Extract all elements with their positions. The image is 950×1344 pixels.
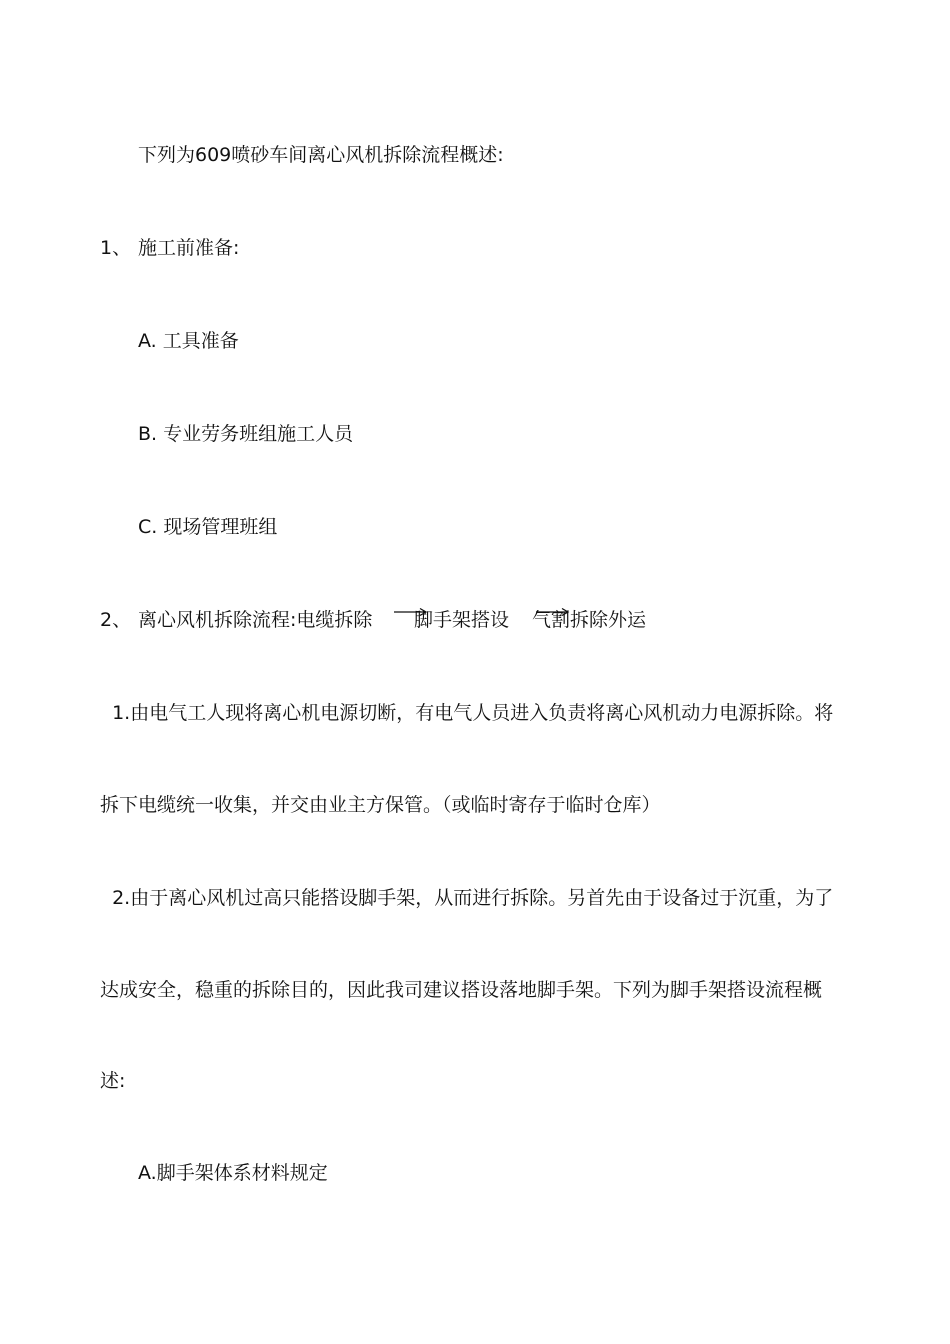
prep-item-labor: B. 专业劳务班组施工人员: [138, 423, 354, 445]
para-2-line-1: 2.由于离心风机过高只能搭设脚手架，从而进行拆除。另首先由于设备过于沉重，为了: [100, 887, 834, 909]
flow-step-scaffold: 脚手架搭设: [414, 609, 510, 631]
scaffold-material-item: A.脚手架体系材料规定: [138, 1162, 328, 1184]
section-2-number: 2、: [100, 609, 132, 631]
prep-item-tools: A. 工具准备: [138, 330, 239, 352]
flow-label: 离心风机拆除流程:: [138, 609, 297, 631]
intro-text: 下列为609喷砂车间离心风机拆除流程概述:: [138, 144, 504, 166]
flow-step-cable-removal: 电缆拆除: [296, 609, 373, 631]
section-2-flow: [138, 607, 858, 633]
para-2-line-2: 达成安全，稳重的拆除目的，因此我司建议搭设落地脚手架。下列为脚手架搭设流程概: [100, 979, 823, 1001]
para-1-line-1: 1.由电气工人现将离心机电源切断，有电气人员进入负责将离心风机动力电源拆除。将: [100, 702, 834, 724]
section-1-title: 施工前准备:: [138, 237, 240, 259]
flow-step-cutting-removal: 气割拆除外运: [532, 609, 647, 631]
section-1-number: 1、: [100, 237, 132, 259]
prep-item-management: C. 现场管理班组: [138, 516, 278, 538]
para-1-line-2: 拆下电缆统一收集，并交由业主方保管。（或临时寄存于临时仓库）: [100, 794, 661, 816]
para-2-line-3: 述:: [100, 1070, 126, 1092]
